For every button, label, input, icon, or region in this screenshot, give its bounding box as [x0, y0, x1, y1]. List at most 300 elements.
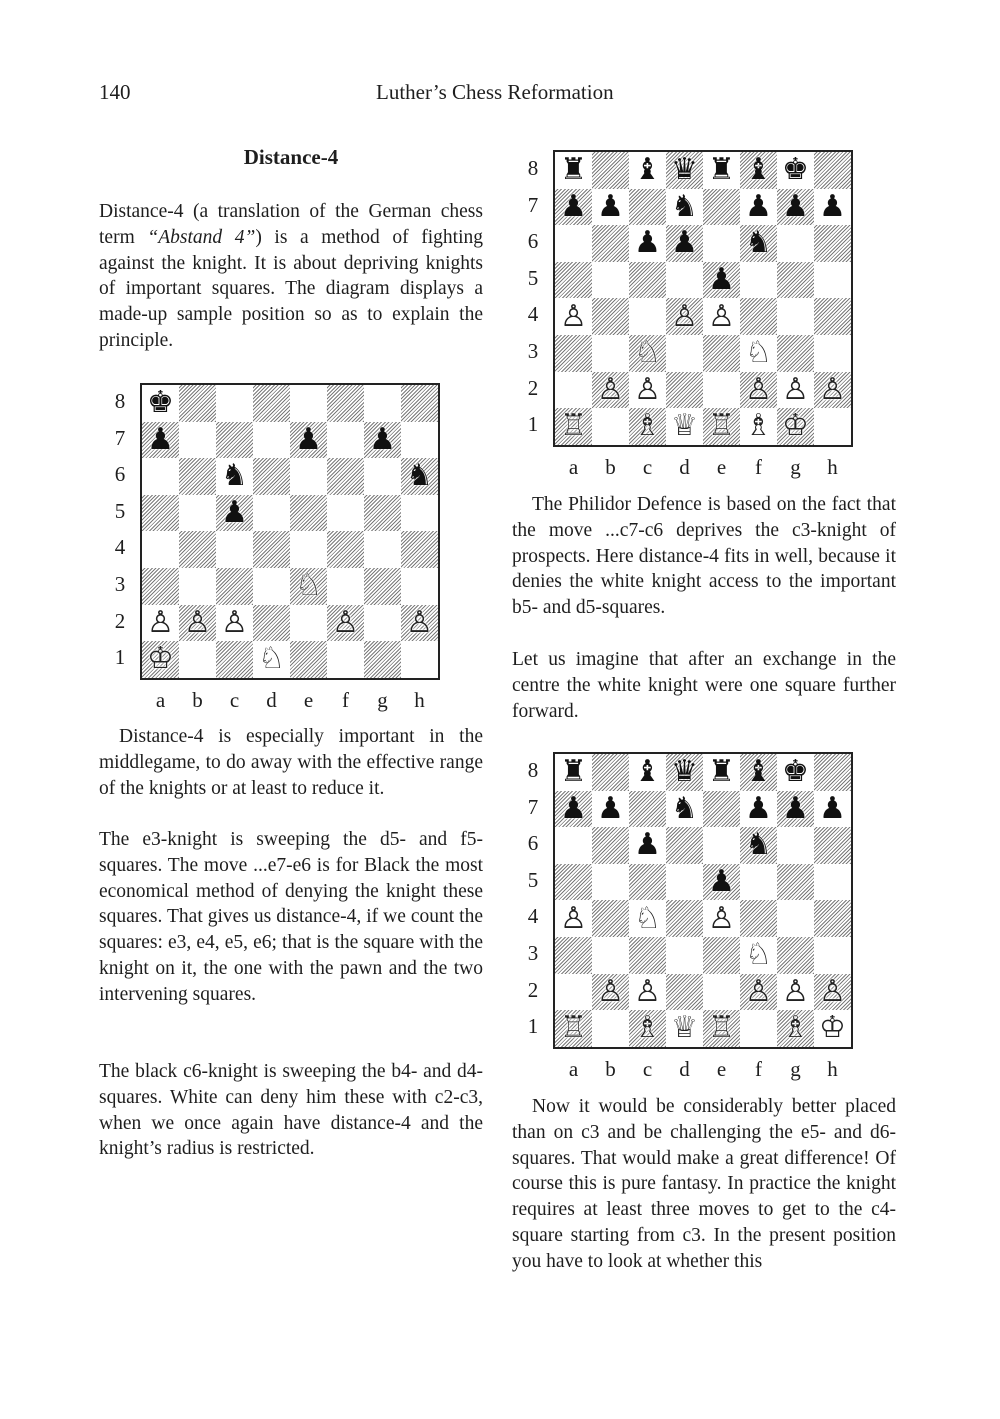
- square-e5: [703, 262, 740, 299]
- file-label: h: [827, 454, 838, 479]
- square-c3: [629, 335, 666, 372]
- square-c3: [216, 568, 253, 605]
- square-b3: [592, 335, 629, 372]
- square-a5: [555, 262, 592, 299]
- e3-knight-paragraph: The e3-knight is sweeping the d5- and f5-squares. The move ...e7-e6 is for Black the most economical method of denying the knight these squares. That gives us distance-4, if we count the squares: e3, e4, e5, e6; that is the square with the knight on it, the one with the pawn and the two intervening squares.: [99, 829, 483, 1005]
- square-h2: [814, 974, 851, 1011]
- square-h4: [814, 298, 851, 335]
- square-b8: [592, 754, 629, 791]
- black-pawn-icon: ♟: [782, 790, 809, 826]
- white-rook-icon: ♖: [560, 408, 587, 444]
- white-pawn-icon: ♙: [819, 371, 846, 407]
- square-b6: [179, 458, 216, 495]
- square-g1: [777, 1010, 814, 1047]
- running-title: Luther’s Chess Reformation: [376, 80, 614, 104]
- square-g6: [364, 458, 401, 495]
- file-label: c: [642, 1056, 653, 1081]
- square-e4: [290, 531, 327, 568]
- square-g8: [364, 385, 401, 422]
- square-b8: [179, 385, 216, 422]
- square-f8: [740, 152, 777, 189]
- square-e2: [703, 372, 740, 409]
- file-label: b: [605, 454, 616, 479]
- black-knight-icon: ♞: [671, 790, 698, 826]
- square-c5: [629, 864, 666, 901]
- white-pawn-icon: ♙: [708, 900, 735, 936]
- black-rook-icon: ♜: [708, 152, 735, 188]
- square-c4: [629, 298, 666, 335]
- white-pawn-icon: ♙: [708, 298, 735, 334]
- square-d7: [666, 189, 703, 226]
- white-bishop-icon: ♗: [782, 1010, 809, 1046]
- white-knight-icon: ♘: [634, 900, 661, 936]
- square-h1: [814, 1010, 851, 1047]
- rank-label: 2: [114, 608, 126, 633]
- rank-label: 6: [527, 229, 539, 254]
- square-a7: [555, 189, 592, 226]
- black-pawn-icon: ♟: [671, 225, 698, 261]
- black-king-icon: ♚: [782, 754, 809, 790]
- square-g2: [777, 372, 814, 409]
- square-e6: [703, 827, 740, 864]
- square-g3: [364, 568, 401, 605]
- square-b8: [592, 152, 629, 189]
- file-label: c: [642, 454, 653, 479]
- white-bishop-icon: ♗: [634, 408, 661, 444]
- black-pawn-icon: ♟: [745, 790, 772, 826]
- square-b5: [592, 864, 629, 901]
- square-c7: [629, 791, 666, 828]
- square-d2: [666, 372, 703, 409]
- square-f6: [740, 827, 777, 864]
- square-b1: [179, 641, 216, 678]
- square-b5: [592, 262, 629, 299]
- square-d8: [666, 152, 703, 189]
- black-queen-icon: ♛: [671, 754, 698, 790]
- square-f4: [327, 531, 364, 568]
- square-e7: [290, 422, 327, 459]
- white-knight-icon: ♘: [634, 335, 661, 371]
- square-d1: [666, 1010, 703, 1047]
- black-pawn-icon: ♟: [745, 188, 772, 224]
- square-f3: [740, 335, 777, 372]
- square-a5: [555, 864, 592, 901]
- square-d5: [253, 495, 290, 532]
- square-f7: [740, 791, 777, 828]
- square-f2: [740, 372, 777, 409]
- file-label: e: [716, 1056, 727, 1081]
- black-pawn-icon: ♟: [369, 421, 396, 457]
- file-label: g: [790, 454, 801, 479]
- black-knight-icon: ♞: [221, 458, 248, 494]
- square-c7: [216, 422, 253, 459]
- rank-label: 2: [527, 977, 539, 1002]
- square-a6: [555, 225, 592, 262]
- square-d3: [666, 335, 703, 372]
- square-c6: [629, 827, 666, 864]
- black-pawn-icon: ♟: [782, 188, 809, 224]
- white-bishop-icon: ♗: [745, 408, 772, 444]
- c6-knight-paragraph: The black c6-knight is sweeping the b4- and d4-squares. White can deny him these with c2-c3, when we once again have distance-4 and the knight’s radius is restricted.: [99, 1061, 483, 1160]
- square-c1: [216, 641, 253, 678]
- square-c1: [629, 408, 666, 445]
- square-e6: [703, 225, 740, 262]
- square-d3: [666, 937, 703, 974]
- square-e1: [703, 1010, 740, 1047]
- square-h6: [814, 225, 851, 262]
- white-king-icon: ♔: [782, 408, 809, 444]
- middlegame-paragraph: Distance-4 is especially important in the middlegame, to do away with the effective range of the knights or at least to reduce it.: [99, 726, 483, 799]
- square-f1: [740, 1010, 777, 1047]
- fantasy-paragraph: Now it would be considerably better placed than on c3 and be challenging the e5- and d6-squares. That would make a great difference! Of course this is pure fantasy. In practice the knight requires at least three moves to get to the c4-square starting from c3. In the present position you have to look at whether this: [512, 1096, 896, 1272]
- square-c3: [629, 937, 666, 974]
- square-e5: [703, 864, 740, 901]
- square-f8: [740, 754, 777, 791]
- file-label: g: [377, 687, 388, 712]
- black-pawn-icon: ♟: [819, 790, 846, 826]
- square-e7: [703, 791, 740, 828]
- file-label: a: [568, 454, 579, 479]
- black-bishop-icon: ♝: [745, 754, 772, 790]
- white-knight-icon: ♘: [745, 335, 772, 371]
- file-label: h: [827, 1056, 838, 1081]
- diagram-philidor-defence: [553, 150, 853, 447]
- black-pawn-icon: ♟: [597, 790, 624, 826]
- rank-label: 8: [527, 758, 539, 782]
- intro-paragraph: [99, 199, 483, 354]
- square-h8: [814, 152, 851, 189]
- square-c5: [629, 262, 666, 299]
- file-label: e: [716, 454, 727, 479]
- square-h5: [814, 262, 851, 299]
- square-d1: [253, 641, 290, 678]
- rank-label: 3: [527, 339, 539, 363]
- square-g5: [364, 495, 401, 532]
- square-f3: [327, 568, 364, 605]
- square-b6: [592, 225, 629, 262]
- rank-label: 4: [527, 302, 539, 327]
- black-knight-icon: ♞: [671, 188, 698, 224]
- black-pawn-icon: ♟: [560, 188, 587, 224]
- square-a2: [142, 605, 179, 642]
- square-c8: [629, 754, 666, 791]
- square-g2: [364, 605, 401, 642]
- diagram-knight-on-c4: [553, 752, 853, 1049]
- rank-label: 5: [527, 265, 539, 290]
- square-h3: [401, 568, 438, 605]
- black-king-icon: ♚: [782, 152, 809, 188]
- square-g3: [777, 335, 814, 372]
- white-pawn-icon: ♙: [560, 298, 587, 334]
- black-pawn-icon: ♟: [634, 225, 661, 261]
- rank-label: 2: [527, 375, 539, 400]
- white-pawn-icon: ♙: [745, 371, 772, 407]
- square-g6: [777, 225, 814, 262]
- square-a6: [555, 827, 592, 864]
- square-g8: [777, 152, 814, 189]
- square-d5: [666, 262, 703, 299]
- square-d3: [253, 568, 290, 605]
- square-g3: [777, 937, 814, 974]
- white-bishop-icon: ♗: [634, 1010, 661, 1046]
- black-knight-icon: ♞: [745, 827, 772, 863]
- white-rook-icon: ♖: [560, 1010, 587, 1046]
- white-pawn-icon: ♙: [782, 371, 809, 407]
- square-d2: [253, 605, 290, 642]
- square-h7: [401, 422, 438, 459]
- rank-label: 3: [114, 572, 126, 596]
- square-f6: [327, 458, 364, 495]
- black-bishop-icon: ♝: [634, 754, 661, 790]
- square-h1: [401, 641, 438, 678]
- square-f2: [327, 605, 364, 642]
- square-g2: [777, 974, 814, 1011]
- square-a2: [555, 372, 592, 409]
- rank-label: 8: [114, 389, 126, 413]
- square-d7: [666, 791, 703, 828]
- black-rook-icon: ♜: [560, 152, 587, 188]
- file-label: f: [755, 454, 762, 479]
- square-a4: [555, 900, 592, 937]
- square-e1: [290, 641, 327, 678]
- rank-label: 1: [527, 412, 539, 437]
- white-rook-icon: ♖: [708, 408, 735, 444]
- black-queen-icon: ♛: [671, 152, 698, 188]
- square-d6: [666, 827, 703, 864]
- square-e4: [703, 298, 740, 335]
- square-e1: [703, 408, 740, 445]
- square-e5: [290, 495, 327, 532]
- square-h3: [814, 335, 851, 372]
- page-number: 140: [99, 80, 131, 104]
- square-h3: [814, 937, 851, 974]
- square-b4: [592, 900, 629, 937]
- square-f8: [327, 385, 364, 422]
- white-pawn-icon: ♙: [782, 973, 809, 1009]
- square-a8: [142, 385, 179, 422]
- file-label: e: [303, 687, 314, 712]
- square-c8: [629, 152, 666, 189]
- square-h1: [814, 408, 851, 445]
- square-f7: [740, 189, 777, 226]
- file-label: h: [414, 687, 425, 712]
- square-c4: [629, 900, 666, 937]
- white-rook-icon: ♖: [708, 1010, 735, 1046]
- square-b7: [592, 791, 629, 828]
- german-term: “Abstand 4”: [147, 226, 256, 248]
- rank-label: 5: [114, 498, 126, 523]
- square-e8: [290, 385, 327, 422]
- square-d4: [666, 900, 703, 937]
- square-d6: [253, 458, 290, 495]
- square-h6: [814, 827, 851, 864]
- file-label: a: [155, 687, 166, 712]
- rank-label: 6: [114, 462, 126, 487]
- file-label: d: [679, 454, 690, 479]
- square-h7: [814, 791, 851, 828]
- square-c7: [629, 189, 666, 226]
- black-pawn-icon: ♟: [221, 495, 248, 531]
- file-label: b: [605, 1056, 616, 1081]
- square-a8: [555, 152, 592, 189]
- square-b7: [179, 422, 216, 459]
- square-f5: [327, 495, 364, 532]
- square-d5: [666, 864, 703, 901]
- square-b3: [592, 937, 629, 974]
- square-a8: [555, 754, 592, 791]
- intro-text-end: ) is a method of fighting against the knight. It is about depriving knights of important squares. The diagram displays a made-up sample position so as to explain the principle.: [99, 226, 483, 351]
- file-label: f: [342, 687, 349, 712]
- square-c6: [216, 458, 253, 495]
- white-king-icon: ♔: [147, 641, 174, 677]
- square-f7: [327, 422, 364, 459]
- intro-text-start: Distance-4 (a translation of the German chess term: [99, 201, 483, 248]
- square-a4: [555, 298, 592, 335]
- section-heading: Distance-4: [243, 145, 339, 169]
- square-h7: [814, 189, 851, 226]
- file-label: f: [755, 1056, 762, 1081]
- square-e7: [703, 189, 740, 226]
- white-pawn-icon: ♙: [745, 973, 772, 1009]
- square-g6: [777, 827, 814, 864]
- square-a2: [555, 974, 592, 1011]
- square-b5: [179, 495, 216, 532]
- square-a7: [555, 791, 592, 828]
- rank-label: 5: [527, 867, 539, 892]
- square-b1: [592, 408, 629, 445]
- square-e2: [703, 974, 740, 1011]
- white-knight-icon: ♘: [295, 568, 322, 604]
- black-bishop-icon: ♝: [745, 152, 772, 188]
- rank-label: 4: [527, 904, 539, 929]
- white-queen-icon: ♕: [671, 408, 698, 444]
- square-g4: [777, 900, 814, 937]
- square-g1: [777, 408, 814, 445]
- square-h5: [401, 495, 438, 532]
- square-b2: [592, 372, 629, 409]
- white-pawn-icon: ♙: [597, 973, 624, 1009]
- square-d8: [666, 754, 703, 791]
- black-rook-icon: ♜: [560, 754, 587, 790]
- square-c2: [216, 605, 253, 642]
- white-pawn-icon: ♙: [332, 604, 359, 640]
- white-pawn-icon: ♙: [406, 604, 433, 640]
- white-pawn-icon: ♙: [184, 604, 211, 640]
- square-h5: [814, 864, 851, 901]
- black-knight-icon: ♞: [745, 225, 772, 261]
- square-d1: [666, 408, 703, 445]
- square-e8: [703, 754, 740, 791]
- square-h2: [401, 605, 438, 642]
- square-g1: [364, 641, 401, 678]
- square-d4: [253, 531, 290, 568]
- rank-label: 7: [114, 425, 126, 450]
- black-rook-icon: ♜: [708, 754, 735, 790]
- square-h8: [814, 754, 851, 791]
- square-c2: [629, 974, 666, 1011]
- square-a4: [142, 531, 179, 568]
- file-label: b: [192, 687, 203, 712]
- square-f4: [740, 298, 777, 335]
- rank-label: 7: [527, 794, 539, 819]
- rank-label: 4: [114, 535, 126, 560]
- square-c1: [629, 1010, 666, 1047]
- square-b2: [592, 974, 629, 1011]
- square-a1: [555, 408, 592, 445]
- philidor-paragraph: The Philidor Defence is based on the fact that the move ...c7-c6 deprives the c3-knight of prospects. Here distance-4 fits in well, because it denies the white knight access to the important b5- and d5-squares.: [512, 494, 896, 619]
- black-king-icon: ♚: [147, 385, 174, 421]
- square-b2: [179, 605, 216, 642]
- file-label: d: [679, 1056, 690, 1081]
- square-g5: [777, 262, 814, 299]
- white-pawn-icon: ♙: [597, 371, 624, 407]
- square-b4: [592, 298, 629, 335]
- white-pawn-icon: ♙: [634, 371, 661, 407]
- black-pawn-icon: ♟: [708, 864, 735, 900]
- square-b4: [179, 531, 216, 568]
- white-pawn-icon: ♙: [671, 298, 698, 334]
- square-b7: [592, 189, 629, 226]
- square-a3: [142, 568, 179, 605]
- square-a1: [142, 641, 179, 678]
- square-e3: [703, 335, 740, 372]
- black-pawn-icon: ♟: [819, 188, 846, 224]
- square-e6: [290, 458, 327, 495]
- square-a1: [555, 1010, 592, 1047]
- square-b3: [179, 568, 216, 605]
- white-knight-icon: ♘: [258, 641, 285, 677]
- square-f1: [740, 408, 777, 445]
- white-pawn-icon: ♙: [560, 900, 587, 936]
- square-h4: [814, 900, 851, 937]
- white-king-icon: ♔: [819, 1010, 846, 1046]
- file-label: c: [229, 687, 240, 712]
- square-e3: [290, 568, 327, 605]
- exchange-paragraph: Let us imagine that after an exchange in the centre the white knight were one square further forward.: [512, 649, 896, 722]
- black-pawn-icon: ♟: [634, 827, 661, 863]
- square-f4: [740, 900, 777, 937]
- square-e2: [290, 605, 327, 642]
- black-pawn-icon: ♟: [147, 421, 174, 457]
- rank-label: 6: [527, 831, 539, 856]
- white-pawn-icon: ♙: [819, 973, 846, 1009]
- square-a6: [142, 458, 179, 495]
- square-d4: [666, 298, 703, 335]
- square-g7: [364, 422, 401, 459]
- file-label: g: [790, 1056, 801, 1081]
- black-knight-icon: ♞: [406, 458, 433, 494]
- square-d6: [666, 225, 703, 262]
- square-d8: [253, 385, 290, 422]
- rank-label: 1: [114, 645, 126, 670]
- square-f2: [740, 974, 777, 1011]
- square-e4: [703, 900, 740, 937]
- square-g7: [777, 791, 814, 828]
- square-g4: [364, 531, 401, 568]
- rank-label: 3: [527, 941, 539, 965]
- white-queen-icon: ♕: [671, 1010, 698, 1046]
- file-label: d: [266, 687, 277, 712]
- square-f6: [740, 225, 777, 262]
- square-g7: [777, 189, 814, 226]
- black-pawn-icon: ♟: [560, 790, 587, 826]
- square-h6: [401, 458, 438, 495]
- square-a7: [142, 422, 179, 459]
- square-a5: [142, 495, 179, 532]
- white-pawn-icon: ♙: [147, 604, 174, 640]
- rank-label: 1: [527, 1014, 539, 1039]
- square-b6: [592, 827, 629, 864]
